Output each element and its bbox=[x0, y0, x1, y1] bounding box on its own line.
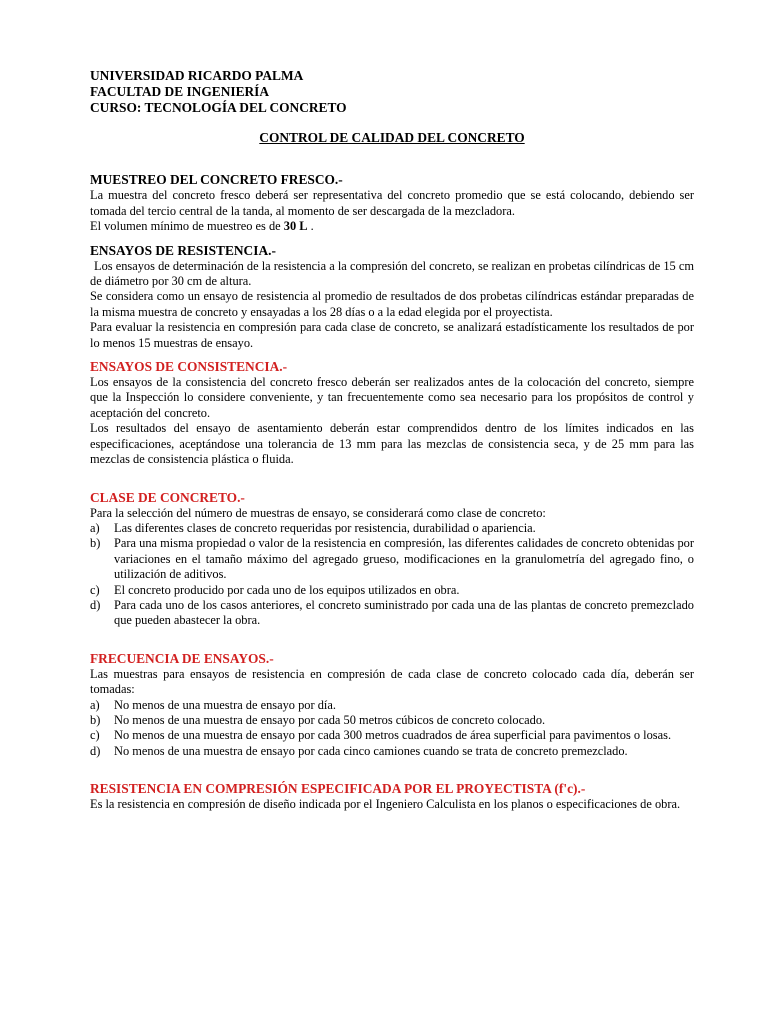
volume-value: 30 L bbox=[283, 219, 308, 234]
clase-list bbox=[90, 521, 694, 629]
section-especificada bbox=[90, 781, 694, 812]
section-heading-clase: CLASE DE CONCRETO.- bbox=[90, 489, 245, 505]
section-frecuencia bbox=[90, 651, 694, 759]
text-fragment: El volumen mínimo de muestreo es de bbox=[90, 219, 284, 234]
list-marker: c) bbox=[90, 728, 100, 743]
list-marker: d) bbox=[90, 597, 101, 612]
list-item bbox=[90, 598, 694, 629]
list-item-text: No menos de una muestra de ensayo por cada 300 metros cuadrados de área superficial para pavimentos o losas. bbox=[114, 728, 672, 743]
list-marker: d) bbox=[90, 743, 101, 758]
paragraph: Para la selección del número de muestras de ensayo, se considerará como clase de concreto: bbox=[90, 505, 546, 520]
list-item-text: Para cada uno de los casos anteriores, el concreto suministrado por cada una de las plantas de concreto premezclado que pueden abastecer la obra. bbox=[114, 597, 694, 628]
paragraph: Para evaluar la resistencia en compresión para cada clase de concreto, se analizará estadísticamente los resultados de por lo menos 15 muestras de ensayo. bbox=[90, 320, 694, 350]
list-item bbox=[90, 521, 694, 536]
list-marker: a) bbox=[90, 697, 100, 712]
list-item-text: Las diferentes clases de concreto requeridas por resistencia, durabilidad o apariencia. bbox=[114, 520, 536, 535]
section-heading-consistencia: ENSAYOS DE CONSISTENCIA.- bbox=[90, 359, 288, 375]
university-name: UNIVERSIDAD RICARDO PALMA bbox=[90, 68, 304, 83]
list-marker: b) bbox=[90, 536, 101, 551]
list-marker: b) bbox=[90, 712, 101, 727]
section-muestreo bbox=[90, 172, 694, 234]
section-heading-resistencia: ENSAYOS DE RESISTENCIA.- bbox=[90, 242, 276, 258]
paragraph: La muestra del concreto fresco deberá ser representativa del concreto promedio que se está colocando, debiendo ser tomada del tercio central de la tanda, al momento de ser descargada de la mezcladora. bbox=[90, 188, 694, 218]
section-clase bbox=[90, 490, 694, 629]
paragraph: Se considera como un ensayo de resistencia al promedio de resultados de dos probetas cilíndricas estándar preparadas de la misma muestra de concreto y ensayadas a los 28 días o a la edad elegida por el proyectista. bbox=[90, 289, 694, 319]
list-item bbox=[90, 698, 694, 713]
list-marker: c) bbox=[90, 582, 100, 597]
course-name: CURSO: TECNOLOGÍA DEL CONCRETO bbox=[90, 100, 347, 115]
list-item bbox=[90, 728, 694, 743]
list-item bbox=[90, 713, 694, 728]
list-item-text: Para una misma propiedad o valor de la resistencia en compresión, las diferentes calidades de concreto obtenidas por variaciones en el tamaño máximo del agregado grueso, modificaciones en la granulometría del agregado fino, o utilización de aditivos. bbox=[114, 536, 694, 582]
list-item-text: El concreto producido por cada uno de los equipos utilizados en obra. bbox=[114, 582, 460, 597]
list-item-text: No menos de una muestra de ensayo por cada cinco camiones cuando se trata de concreto premezclado. bbox=[114, 743, 628, 758]
list-item bbox=[90, 744, 694, 759]
section-resistencia bbox=[90, 243, 694, 351]
list-item-text: No menos de una muestra de ensayo por cada 50 metros cúbicos de concreto colocado. bbox=[114, 712, 546, 727]
text-fragment: . bbox=[307, 219, 314, 234]
list-item bbox=[90, 536, 694, 582]
section-heading-especificada: RESISTENCIA EN COMPRESIÓN ESPECIFICADA POR EL PROYECTISTA (f'c).- bbox=[90, 781, 586, 797]
paragraph: Es la resistencia en compresión de diseño indicada por el Ingeniero Calculista en los planos o especificaciones de obra. bbox=[90, 797, 681, 812]
paragraph bbox=[90, 219, 694, 234]
paragraph: Los resultados del ensayo de asentamiento deberán estar comprendidos dentro de los límites indicados en las especificaciones, aceptándose una tolerancia de 13 mm para las mezclas de consistencia seca, y de 25 mm para las mezclas de consistencia plástica o fluida. bbox=[90, 421, 694, 467]
paragraph: Las muestras para ensayos de resistencia en compresión de cada clase de concreto colocado cada día, deberán ser tomadas: bbox=[90, 666, 694, 697]
section-consistencia bbox=[90, 359, 694, 467]
paragraph: Los ensayos de determinación de la resistencia a la compresión del concreto, se realizan en probetas cilíndricas de 15 cm de diámetro por 30 cm de altura. bbox=[90, 258, 694, 289]
frecuencia-list bbox=[90, 698, 694, 760]
list-item bbox=[90, 583, 694, 598]
document-title: CONTROL DE CALIDAD DEL CONCRETO bbox=[259, 130, 525, 145]
list-item-text: No menos de una muestra de ensayo por día. bbox=[114, 697, 336, 712]
section-heading-frecuencia: FRECUENCIA DE ENSAYOS.- bbox=[90, 650, 274, 666]
list-marker: a) bbox=[90, 520, 100, 535]
document-header bbox=[90, 68, 694, 116]
faculty-name: FACULTAD DE INGENIERÍA bbox=[90, 84, 270, 99]
paragraph: Los ensayos de la consistencia del concreto fresco deberán ser realizados antes de la colocación del concreto, siempre que la Inspección lo considere conveniente, y tan frecuentemente como sea necesario para los propósitos de control y aceptación del concreto. bbox=[90, 375, 694, 420]
section-heading-muestreo: MUESTREO DEL CONCRETO FRESCO.- bbox=[90, 172, 343, 188]
